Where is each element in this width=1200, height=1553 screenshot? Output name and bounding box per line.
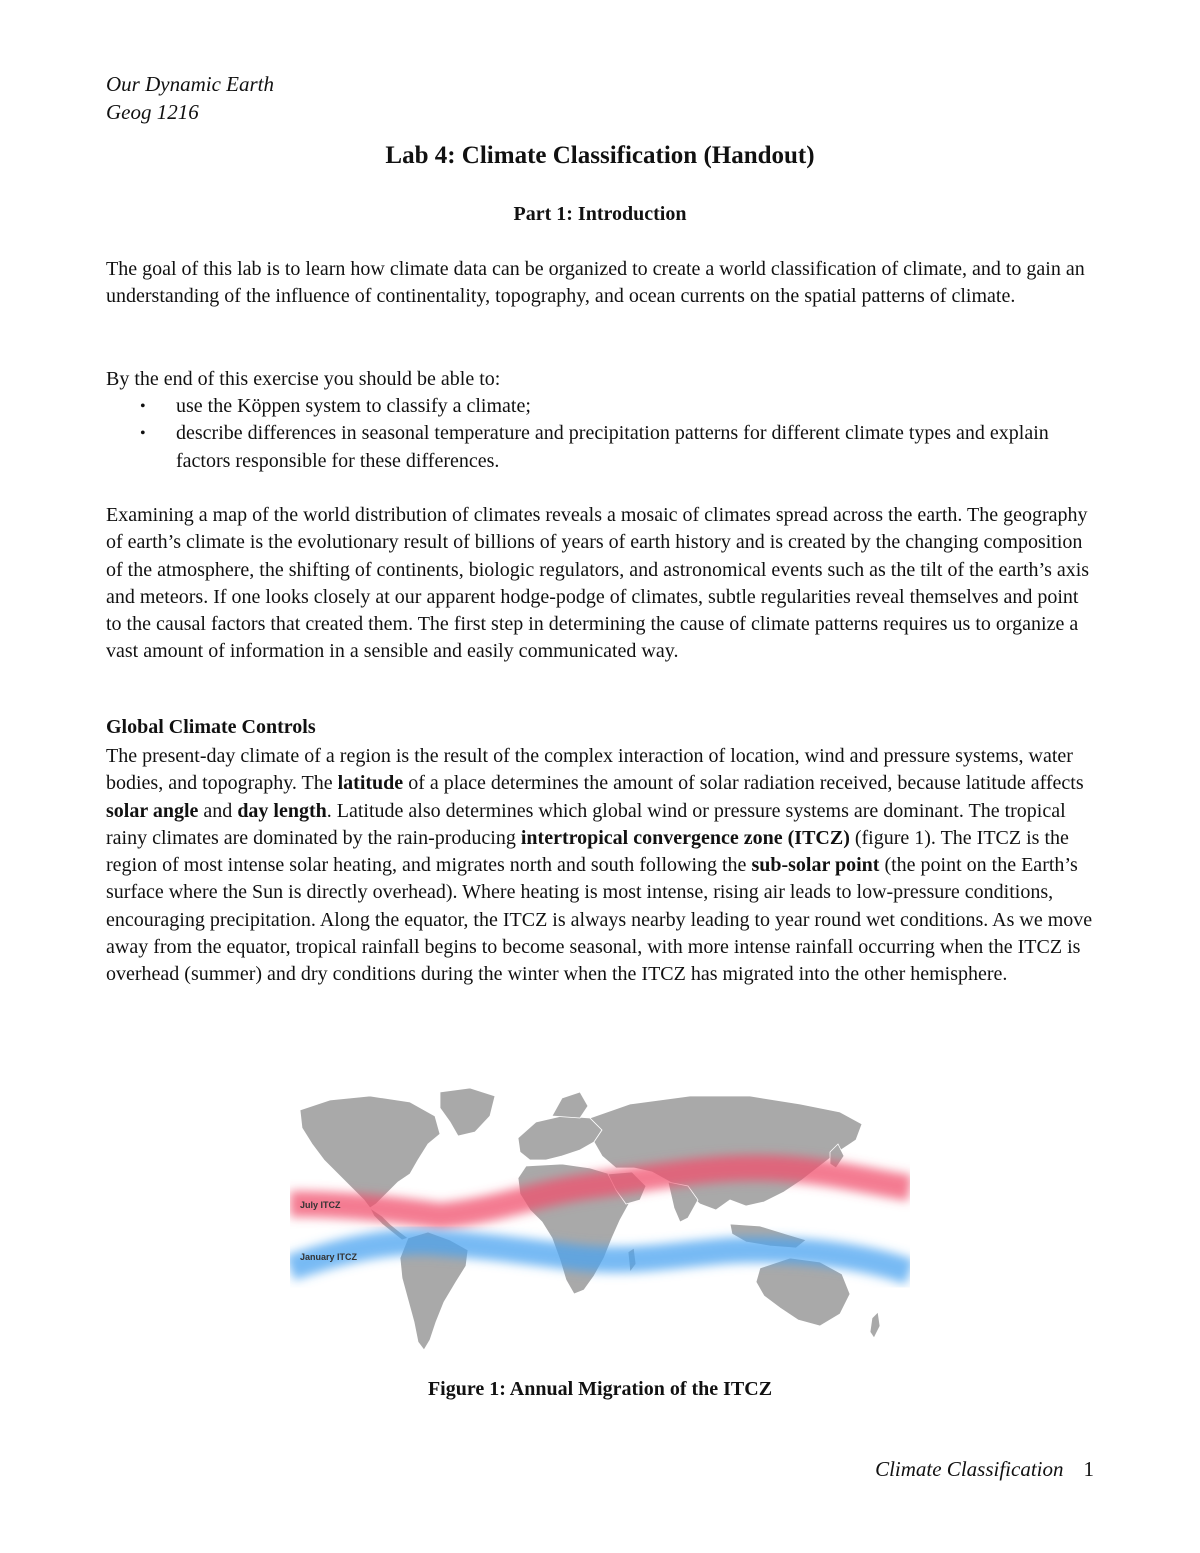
text-run: (figure 1). The ITCZ is the region of most intense solar heating, and migrates north and south following the [106,826,1069,877]
objectives-lead: By the end of this exercise you should be able to: [106,368,501,390]
document-title: Lab 4: Climate Classification (Handout) [385,142,815,169]
text-run: . Latitude also determines which global wind or pressure systems are dominant. The tropical rainy climates are dominated by the rain-producing [106,799,1066,849]
section-heading: Global Climate Controls [106,716,316,738]
text-run: and [198,799,238,822]
mosaic-paragraph: Examining a map of the world distribution of climates reveals a mosaic of climates spread across the earth. The geography of earth’s climate is the evolutionary result of billions of years of earth history and is created by the changing composition of the atmosphere, the shifting of continents, biologic regulators, and astronomical events such as the tilt of the earth’s axis and meteors. If one looks closely at our apparent hodge-podge of climates, subtle regularities reveal themselves and point to the causal factors that created them. The first step in determining the cause of climate patterns requires us to organize a vast amount of information in a sensible and easily communicated way. [106,504,1090,663]
footer-label: Climate Classification [875,1457,1064,1481]
objective-item: • describe differences in seasonal temperature and precipitation patterns for different climate types and explain factors responsible for these differences. [140,420,1100,475]
text-run: of a place determines the amount of solar radiation received, because latitude affects [403,772,1084,795]
july-itcz-label: July ITCZ [300,1200,341,1210]
objective-item: • use the Köppen system to classify a climate; [140,393,1100,420]
world-map [290,1082,910,1372]
greenland-shape [440,1088,495,1136]
itcz-map-figure [290,1082,910,1372]
term-itcz: intertropical convergence zone (ITCZ) [520,826,850,849]
australia-shape [756,1258,850,1326]
term-solar-angle: solar angle [106,799,199,822]
january-itcz-label: January ITCZ [300,1252,358,1262]
page-footer [875,1457,1094,1482]
controls-paragraph [106,743,1096,989]
north-america-shape [300,1096,440,1208]
course-code: Geog 1216 [106,100,199,124]
course-header [106,70,274,126]
course-name: Our Dynamic Earth [106,72,274,96]
intro-paragraph: The goal of this lab is to learn how climate data can be organized to create a world classification of climate, and to gain an understanding of the influence of continentality, topography, and ocean currents on the spatial patterns of climate. [106,258,1085,308]
objectives-list [140,393,1100,475]
europe-shape [518,1116,602,1160]
scandinavia-shape [552,1092,588,1118]
text-run: (the point on the Earth’s surface where the Sun is directly overhead). Where heating is most intense, rising air leads to low-pressure conditions, encouraging precipitation. Along the equator, the ITCZ is always nearby leading to year round wet conditions. As we move away from the equator, tropical rainfall begins to become seasonal, with more intense rainfall occurring when the ITCZ is overhead (summer) and dry conditions during the winter when the ITCZ has migrated into the other hemisphere. [106,854,1093,986]
part-heading: Part 1: Introduction [513,203,687,225]
term-sub-solar-point: sub-solar point [751,854,880,877]
term-latitude: latitude [337,772,404,795]
figure-caption: Figure 1: Annual Migration of the ITCZ [427,1378,773,1400]
new-zealand-shape [870,1312,880,1338]
page-number: 1 [1083,1457,1094,1481]
term-day-length: day length [237,799,327,822]
text-run: The present-day climate of a region is the result of the complex interaction of location, wind and pressure systems, water bodies, and topography. The [106,745,1073,795]
